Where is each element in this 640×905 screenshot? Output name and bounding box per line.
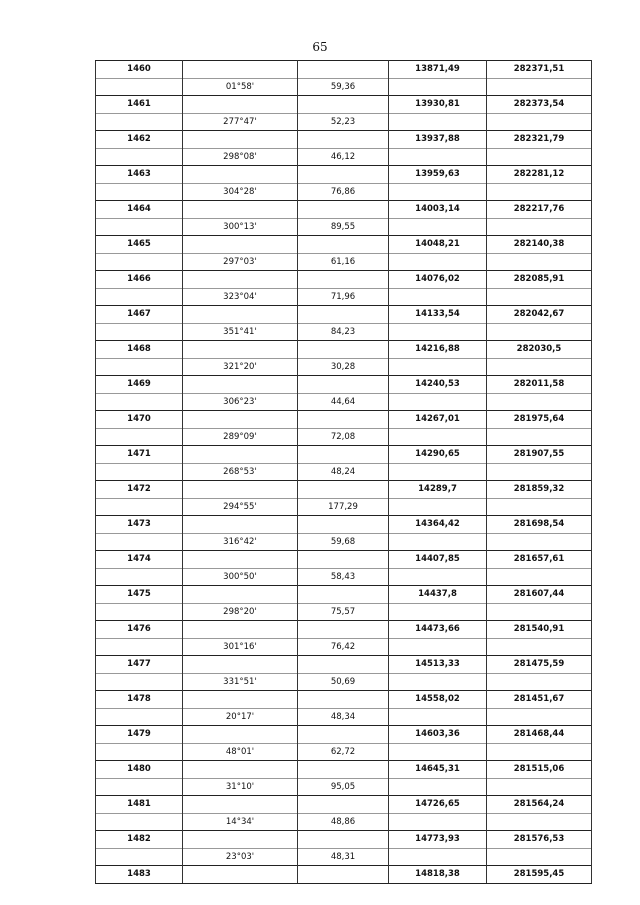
cell-point bbox=[96, 253, 183, 271]
segment-row bbox=[96, 428, 592, 446]
cell-y: 282085,91 bbox=[487, 271, 592, 289]
cell-y: 281468,44 bbox=[487, 726, 592, 744]
cell-length bbox=[298, 201, 389, 219]
cell-x: 14513,33 bbox=[389, 656, 487, 674]
cell-point bbox=[96, 358, 183, 376]
cell-point bbox=[96, 533, 183, 551]
cell-point: 1481 bbox=[96, 796, 183, 814]
cell-x: 13937,88 bbox=[389, 131, 487, 149]
point-row bbox=[96, 586, 592, 604]
segment-row bbox=[96, 393, 592, 411]
cell-angle: 294°55' bbox=[183, 498, 298, 516]
point-row bbox=[96, 131, 592, 149]
cell-length bbox=[298, 61, 389, 79]
segment-row bbox=[96, 638, 592, 656]
cell-x bbox=[389, 183, 487, 201]
cell-angle bbox=[183, 691, 298, 709]
segment-row bbox=[96, 743, 592, 761]
cell-y: 282030,5 bbox=[487, 341, 592, 359]
cell-x: 14773,93 bbox=[389, 831, 487, 849]
cell-x: 14240,53 bbox=[389, 376, 487, 394]
cell-x bbox=[389, 148, 487, 166]
cell-y: 282281,12 bbox=[487, 166, 592, 184]
cell-angle: 31°10' bbox=[183, 778, 298, 796]
cell-angle: 48°01' bbox=[183, 743, 298, 761]
cell-length: 30,28 bbox=[298, 358, 389, 376]
cell-y: 281698,54 bbox=[487, 516, 592, 534]
cell-y bbox=[487, 778, 592, 796]
cell-x: 14603,36 bbox=[389, 726, 487, 744]
segment-row bbox=[96, 498, 592, 516]
cell-y: 281595,45 bbox=[487, 866, 592, 884]
point-row bbox=[96, 691, 592, 709]
cell-x: 14364,42 bbox=[389, 516, 487, 534]
cell-y bbox=[487, 323, 592, 341]
point-row bbox=[96, 866, 592, 884]
cell-x bbox=[389, 638, 487, 656]
cell-x bbox=[389, 393, 487, 411]
cell-point bbox=[96, 218, 183, 236]
point-row bbox=[96, 236, 592, 254]
point-row bbox=[96, 411, 592, 429]
cell-x: 13959,63 bbox=[389, 166, 487, 184]
cell-x bbox=[389, 533, 487, 551]
cell-length bbox=[298, 306, 389, 324]
cell-y bbox=[487, 603, 592, 621]
cell-x: 14473,66 bbox=[389, 621, 487, 639]
cell-length: 177,29 bbox=[298, 498, 389, 516]
cell-y: 281475,59 bbox=[487, 656, 592, 674]
cell-length: 75,57 bbox=[298, 603, 389, 621]
cell-point bbox=[96, 113, 183, 131]
cell-point bbox=[96, 463, 183, 481]
cell-point bbox=[96, 393, 183, 411]
cell-y: 281515,06 bbox=[487, 761, 592, 779]
cell-point bbox=[96, 428, 183, 446]
cell-y: 282042,67 bbox=[487, 306, 592, 324]
cell-angle bbox=[183, 516, 298, 534]
cell-x: 14558,02 bbox=[389, 691, 487, 709]
cell-angle bbox=[183, 761, 298, 779]
cell-point: 1468 bbox=[96, 341, 183, 359]
cell-angle: 20°17' bbox=[183, 708, 298, 726]
cell-angle: 300°13' bbox=[183, 218, 298, 236]
cell-point bbox=[96, 288, 183, 306]
cell-angle bbox=[183, 551, 298, 569]
cell-angle: 298°20' bbox=[183, 603, 298, 621]
segment-row bbox=[96, 813, 592, 831]
point-row bbox=[96, 201, 592, 219]
cell-length: 44,64 bbox=[298, 393, 389, 411]
cell-length bbox=[298, 551, 389, 569]
cell-y bbox=[487, 253, 592, 271]
cell-length: 76,42 bbox=[298, 638, 389, 656]
cell-y: 282321,79 bbox=[487, 131, 592, 149]
cell-angle bbox=[183, 726, 298, 744]
point-row bbox=[96, 341, 592, 359]
cell-y bbox=[487, 428, 592, 446]
cell-point bbox=[96, 148, 183, 166]
point-row bbox=[96, 656, 592, 674]
cell-x: 14076,02 bbox=[389, 271, 487, 289]
cell-y bbox=[487, 743, 592, 761]
point-row bbox=[96, 831, 592, 849]
cell-length: 61,16 bbox=[298, 253, 389, 271]
cell-length bbox=[298, 761, 389, 779]
cell-point bbox=[96, 603, 183, 621]
cell-length bbox=[298, 796, 389, 814]
cell-point: 1471 bbox=[96, 446, 183, 464]
cell-length bbox=[298, 341, 389, 359]
cell-angle bbox=[183, 341, 298, 359]
cell-angle bbox=[183, 621, 298, 639]
point-row bbox=[96, 761, 592, 779]
cell-y bbox=[487, 673, 592, 691]
cell-x bbox=[389, 813, 487, 831]
cell-point bbox=[96, 708, 183, 726]
cell-y bbox=[487, 113, 592, 131]
cell-y: 281657,61 bbox=[487, 551, 592, 569]
segment-row bbox=[96, 218, 592, 236]
cell-y: 281451,67 bbox=[487, 691, 592, 709]
segment-row bbox=[96, 708, 592, 726]
cell-x bbox=[389, 428, 487, 446]
cell-length: 76,86 bbox=[298, 183, 389, 201]
cell-x bbox=[389, 463, 487, 481]
cell-x bbox=[389, 253, 487, 271]
segment-row bbox=[96, 673, 592, 691]
cell-y: 281607,44 bbox=[487, 586, 592, 604]
cell-angle bbox=[183, 411, 298, 429]
cell-y: 281564,24 bbox=[487, 796, 592, 814]
cell-angle bbox=[183, 831, 298, 849]
cell-x bbox=[389, 708, 487, 726]
cell-x: 14645,31 bbox=[389, 761, 487, 779]
cell-length bbox=[298, 411, 389, 429]
cell-length: 84,23 bbox=[298, 323, 389, 341]
cell-length bbox=[298, 481, 389, 499]
cell-point: 1466 bbox=[96, 271, 183, 289]
cell-length bbox=[298, 691, 389, 709]
cell-y bbox=[487, 148, 592, 166]
cell-x: 14216,88 bbox=[389, 341, 487, 359]
cell-angle: 301°16' bbox=[183, 638, 298, 656]
cell-point: 1463 bbox=[96, 166, 183, 184]
cell-length bbox=[298, 831, 389, 849]
cell-length bbox=[298, 96, 389, 114]
cell-length bbox=[298, 446, 389, 464]
cell-angle bbox=[183, 131, 298, 149]
point-row bbox=[96, 376, 592, 394]
point-row bbox=[96, 481, 592, 499]
cell-x: 13871,49 bbox=[389, 61, 487, 79]
segment-row bbox=[96, 778, 592, 796]
cell-angle bbox=[183, 96, 298, 114]
cell-x: 14290,65 bbox=[389, 446, 487, 464]
cell-x bbox=[389, 778, 487, 796]
point-row bbox=[96, 446, 592, 464]
cell-y: 281576,53 bbox=[487, 831, 592, 849]
cell-point: 1469 bbox=[96, 376, 183, 394]
cell-point: 1467 bbox=[96, 306, 183, 324]
cell-point: 1479 bbox=[96, 726, 183, 744]
cell-point: 1460 bbox=[96, 61, 183, 79]
cell-point: 1472 bbox=[96, 481, 183, 499]
cell-y bbox=[487, 708, 592, 726]
cell-x bbox=[389, 323, 487, 341]
cell-point: 1470 bbox=[96, 411, 183, 429]
cell-angle: 277°47' bbox=[183, 113, 298, 131]
cell-length bbox=[298, 586, 389, 604]
cell-point bbox=[96, 673, 183, 691]
cell-x bbox=[389, 288, 487, 306]
cell-angle bbox=[183, 306, 298, 324]
cell-length bbox=[298, 166, 389, 184]
cell-angle: 297°03' bbox=[183, 253, 298, 271]
cell-point: 1473 bbox=[96, 516, 183, 534]
cell-length: 95,05 bbox=[298, 778, 389, 796]
cell-x bbox=[389, 78, 487, 96]
cell-point: 1465 bbox=[96, 236, 183, 254]
cell-y: 281859,32 bbox=[487, 481, 592, 499]
cell-angle: 268°53' bbox=[183, 463, 298, 481]
cell-angle: 01°58' bbox=[183, 78, 298, 96]
cell-point bbox=[96, 323, 183, 341]
cell-point: 1476 bbox=[96, 621, 183, 639]
cell-point: 1482 bbox=[96, 831, 183, 849]
cell-x bbox=[389, 673, 487, 691]
cell-y: 281540,91 bbox=[487, 621, 592, 639]
cell-length bbox=[298, 131, 389, 149]
cell-angle: 323°04' bbox=[183, 288, 298, 306]
cell-y bbox=[487, 183, 592, 201]
cell-angle bbox=[183, 376, 298, 394]
cell-point bbox=[96, 183, 183, 201]
cell-length bbox=[298, 376, 389, 394]
segment-row bbox=[96, 253, 592, 271]
cell-y bbox=[487, 638, 592, 656]
cell-length bbox=[298, 866, 389, 884]
cell-angle bbox=[183, 446, 298, 464]
cell-x: 14289,7 bbox=[389, 481, 487, 499]
cell-length bbox=[298, 271, 389, 289]
cell-y: 282217,76 bbox=[487, 201, 592, 219]
cell-y: 282371,51 bbox=[487, 61, 592, 79]
cell-y: 282373,54 bbox=[487, 96, 592, 114]
cell-x: 14133,54 bbox=[389, 306, 487, 324]
cell-point: 1464 bbox=[96, 201, 183, 219]
cell-point bbox=[96, 848, 183, 866]
cell-x: 13930,81 bbox=[389, 96, 487, 114]
cell-length: 89,55 bbox=[298, 218, 389, 236]
cell-point bbox=[96, 568, 183, 586]
cell-x: 14267,01 bbox=[389, 411, 487, 429]
cell-x: 14048,21 bbox=[389, 236, 487, 254]
cell-point bbox=[96, 743, 183, 761]
cell-length: 58,43 bbox=[298, 568, 389, 586]
page-number: 65 bbox=[312, 40, 328, 54]
cell-x bbox=[389, 603, 487, 621]
cell-y bbox=[487, 78, 592, 96]
point-row bbox=[96, 306, 592, 324]
cell-angle: 289°09' bbox=[183, 428, 298, 446]
cell-point bbox=[96, 778, 183, 796]
cell-point bbox=[96, 78, 183, 96]
cell-length: 50,69 bbox=[298, 673, 389, 691]
point-row bbox=[96, 271, 592, 289]
segment-row bbox=[96, 568, 592, 586]
cell-length: 71,96 bbox=[298, 288, 389, 306]
cell-angle bbox=[183, 236, 298, 254]
point-row bbox=[96, 551, 592, 569]
cell-point: 1477 bbox=[96, 656, 183, 674]
cell-point: 1483 bbox=[96, 866, 183, 884]
cell-y bbox=[487, 848, 592, 866]
cell-point: 1475 bbox=[96, 586, 183, 604]
segment-row bbox=[96, 358, 592, 376]
cell-y bbox=[487, 288, 592, 306]
cell-point: 1462 bbox=[96, 131, 183, 149]
cell-angle bbox=[183, 166, 298, 184]
cell-length bbox=[298, 236, 389, 254]
segment-row bbox=[96, 148, 592, 166]
cell-y: 282011,58 bbox=[487, 376, 592, 394]
cell-length bbox=[298, 621, 389, 639]
cell-y: 281907,55 bbox=[487, 446, 592, 464]
coordinates-table bbox=[95, 60, 592, 884]
point-row bbox=[96, 796, 592, 814]
segment-row bbox=[96, 463, 592, 481]
cell-x: 14726,65 bbox=[389, 796, 487, 814]
cell-length: 48,24 bbox=[298, 463, 389, 481]
cell-x bbox=[389, 568, 487, 586]
cell-length bbox=[298, 656, 389, 674]
cell-x: 14407,85 bbox=[389, 551, 487, 569]
segment-row bbox=[96, 603, 592, 621]
cell-angle: 14°34' bbox=[183, 813, 298, 831]
coordinates-table-body bbox=[96, 61, 592, 884]
cell-x: 14818,38 bbox=[389, 866, 487, 884]
cell-point: 1478 bbox=[96, 691, 183, 709]
cell-point: 1474 bbox=[96, 551, 183, 569]
cell-angle bbox=[183, 586, 298, 604]
segment-row bbox=[96, 288, 592, 306]
cell-y: 282140,38 bbox=[487, 236, 592, 254]
cell-length: 59,68 bbox=[298, 533, 389, 551]
cell-y bbox=[487, 813, 592, 831]
cell-length bbox=[298, 516, 389, 534]
cell-y bbox=[487, 463, 592, 481]
cell-angle: 304°28' bbox=[183, 183, 298, 201]
cell-length: 48,86 bbox=[298, 813, 389, 831]
cell-point bbox=[96, 638, 183, 656]
cell-angle bbox=[183, 61, 298, 79]
cell-y bbox=[487, 218, 592, 236]
cell-y bbox=[487, 358, 592, 376]
point-row bbox=[96, 621, 592, 639]
segment-row bbox=[96, 323, 592, 341]
cell-length: 52,23 bbox=[298, 113, 389, 131]
cell-x: 14437,8 bbox=[389, 586, 487, 604]
cell-y bbox=[487, 393, 592, 411]
cell-angle bbox=[183, 201, 298, 219]
cell-length bbox=[298, 726, 389, 744]
cell-y bbox=[487, 533, 592, 551]
point-row bbox=[96, 96, 592, 114]
cell-angle: 23°03' bbox=[183, 848, 298, 866]
cell-length: 48,31 bbox=[298, 848, 389, 866]
cell-x bbox=[389, 743, 487, 761]
cell-length: 46,12 bbox=[298, 148, 389, 166]
cell-point: 1461 bbox=[96, 96, 183, 114]
segment-row bbox=[96, 183, 592, 201]
cell-angle bbox=[183, 866, 298, 884]
segment-row bbox=[96, 848, 592, 866]
point-row bbox=[96, 61, 592, 79]
point-row bbox=[96, 166, 592, 184]
cell-angle: 306°23' bbox=[183, 393, 298, 411]
cell-angle bbox=[183, 481, 298, 499]
point-row bbox=[96, 516, 592, 534]
cell-angle bbox=[183, 656, 298, 674]
cell-x bbox=[389, 358, 487, 376]
cell-angle: 351°41' bbox=[183, 323, 298, 341]
cell-x: 14003,14 bbox=[389, 201, 487, 219]
cell-length: 59,36 bbox=[298, 78, 389, 96]
cell-angle: 300°50' bbox=[183, 568, 298, 586]
segment-row bbox=[96, 78, 592, 96]
cell-y bbox=[487, 498, 592, 516]
cell-angle: 298°08' bbox=[183, 148, 298, 166]
cell-angle: 331°51' bbox=[183, 673, 298, 691]
segment-row bbox=[96, 113, 592, 131]
cell-angle bbox=[183, 271, 298, 289]
cell-length: 72,08 bbox=[298, 428, 389, 446]
cell-angle: 316°42' bbox=[183, 533, 298, 551]
cell-y: 281975,64 bbox=[487, 411, 592, 429]
cell-x bbox=[389, 498, 487, 516]
cell-point bbox=[96, 813, 183, 831]
cell-x bbox=[389, 113, 487, 131]
cell-angle: 321°20' bbox=[183, 358, 298, 376]
cell-angle bbox=[183, 796, 298, 814]
cell-point bbox=[96, 498, 183, 516]
segment-row bbox=[96, 533, 592, 551]
cell-x bbox=[389, 848, 487, 866]
cell-y bbox=[487, 568, 592, 586]
cell-length: 62,72 bbox=[298, 743, 389, 761]
point-row bbox=[96, 726, 592, 744]
cell-length: 48,34 bbox=[298, 708, 389, 726]
cell-point: 1480 bbox=[96, 761, 183, 779]
cell-x bbox=[389, 218, 487, 236]
